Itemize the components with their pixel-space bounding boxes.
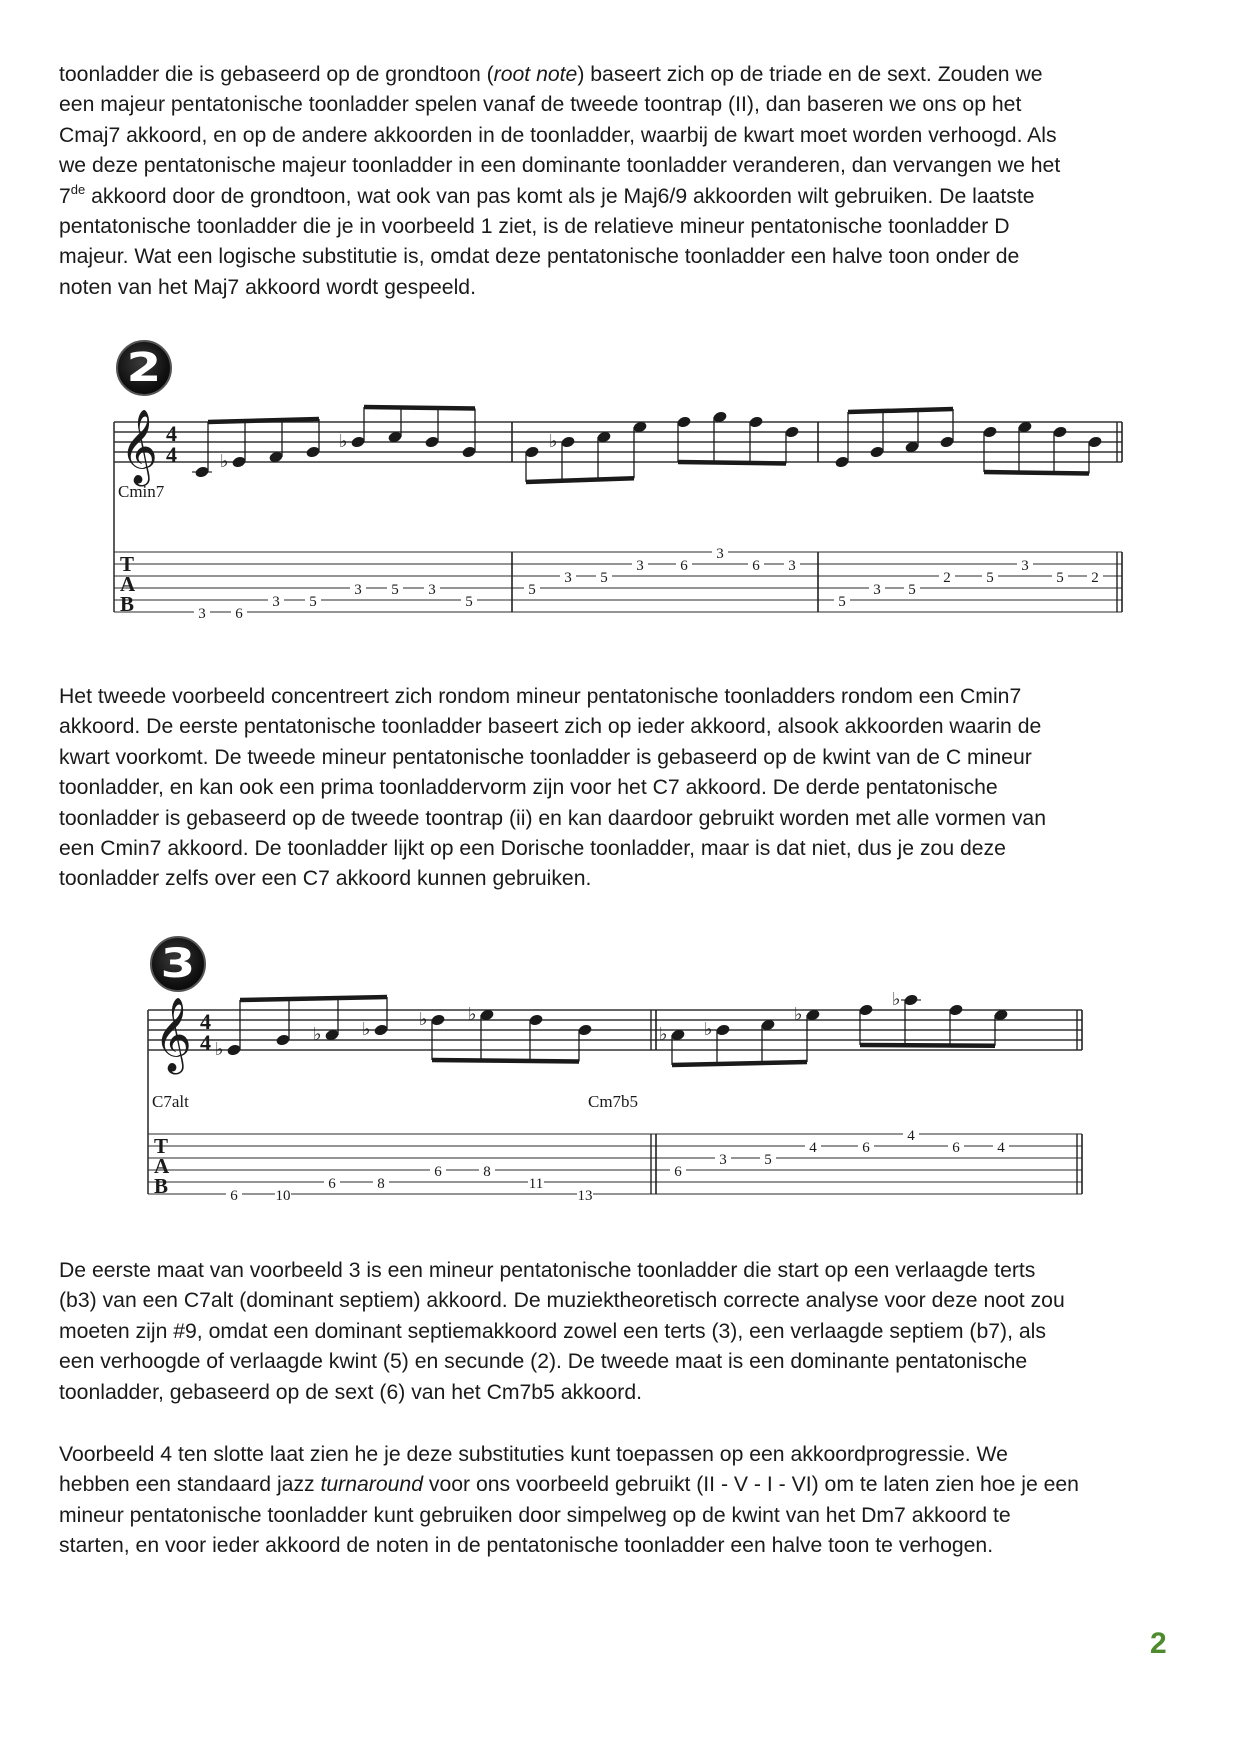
- text-line: toonladder, en kan ook een prima toonladdervorm zijn voor het C7 akkoord. De derde pentatonische: [59, 776, 998, 800]
- time-signature-top: 4: [166, 421, 177, 446]
- fret-number: 4: [997, 1140, 1005, 1156]
- flat-accidental-icon: ♭: [220, 451, 229, 471]
- fret-number: 5: [600, 570, 608, 586]
- text-line: Voorbeeld 4 ten slotte laat zien he je deze substituties kunt toepassen op een akkoordprogressie. We: [59, 1443, 1008, 1466]
- chord-symbol: Cmin7: [118, 482, 165, 501]
- time-signature-top: 4: [200, 1009, 211, 1034]
- note-beam: [672, 1062, 807, 1065]
- flat-accidental-icon: ♭: [215, 1039, 224, 1059]
- fret-number: 3: [788, 558, 796, 574]
- note-beam: [526, 478, 634, 482]
- text-run: toonladder die is gebaseerd op de grondtoon (: [59, 63, 494, 86]
- text-line: toonladder is gebaseerd op de tweede toontrap (ii) en kan daardoor gebruikt worden met alle vormen van: [59, 806, 1046, 830]
- note-beam: [984, 472, 1089, 474]
- fret-number: 5: [908, 582, 916, 598]
- fret-number: 3: [716, 546, 724, 562]
- text-line: (b3) van een C7alt (dominant septiem) akkoord. De muziektheoretisch correcte analyse voor deze noot zou: [59, 1289, 1065, 1313]
- page-number: 2: [1150, 1627, 1167, 1660]
- text-line: majeur. Wat een logische substitutie is, omdat deze pentatonische toonladder een halve toon onder de: [59, 245, 1020, 269]
- fret-number: 10: [275, 1188, 291, 1204]
- paragraph-3: [59, 1256, 1179, 1408]
- text-run: akkoord door de grondtoon, wat ook van pas komt als je Maj6/9 akkoorden wilt gebruiken. De laatste: [85, 184, 1035, 208]
- fret-number: 4: [907, 1128, 915, 1144]
- text-line: starten, en voor ieder akkoord de noten in de pentatonische toonladder een halve toon te verhogen.: [59, 1534, 994, 1558]
- treble-clef-icon: 𝄞: [120, 411, 158, 482]
- text-line: [59, 60, 1179, 90]
- text-line: moeten zijn #9, omdat een dominant septiemakkoord zowel een terts (3), een verlaagde septiem (b7), als: [59, 1319, 1046, 1343]
- fret-number: 2: [943, 570, 951, 586]
- text-line: een majeur pentatonische toonladder spelen vanaf de tweede toontrap (II), dan baseren we ons op het: [59, 93, 1022, 117]
- text-line: pentatonische toonladder die je in voorbeeld 1 ziet, is de relatieve mineur pentatonische toonladder D: [59, 215, 1010, 239]
- text-line: noten van het Maj7 akkoord wordt gespeeld.: [59, 275, 476, 299]
- fret-number: 3: [428, 582, 436, 598]
- fret-number: 6: [674, 1164, 682, 1180]
- fret-number: 3: [636, 558, 644, 574]
- fret-number: 2: [1091, 570, 1099, 586]
- fret-number: 3: [564, 570, 572, 586]
- flat-accidental-icon: ♭: [892, 989, 901, 1009]
- fret-number: 6: [952, 1140, 960, 1156]
- fret-number: 8: [483, 1164, 491, 1180]
- italic-term: turnaround: [320, 1473, 423, 1497]
- example-3-figure: [146, 936, 1086, 1226]
- note-beam: [364, 407, 475, 409]
- flat-accidental-icon: ♭: [704, 1019, 713, 1039]
- text-run: ) baseert zich op de triade en de sext. Zouden we: [577, 63, 1043, 86]
- flat-accidental-icon: ♭: [794, 1004, 803, 1024]
- text-line: [59, 1470, 1179, 1500]
- fret-number: 6: [434, 1164, 442, 1180]
- fret-number: 5: [391, 582, 399, 598]
- text-line: een Cmin7 akkoord. De toonladder lijkt op een Dorische toonladder, maar is dat niet, dus je zou deze: [59, 837, 1006, 861]
- notation-example-3: [146, 936, 1086, 1226]
- text-line: toonladder, gebaseerd op de sext (6) van het Cm7b5 akkoord.: [59, 1380, 643, 1404]
- flat-accidental-icon: ♭: [549, 431, 558, 451]
- flat-accidental-icon: ♭: [659, 1024, 668, 1044]
- fret-number: 3: [873, 582, 881, 598]
- example-number: 3: [160, 941, 196, 987]
- text-run: voor ons voorbeeld gebruikt (II - V - I - VI) om te laten zien hoe je een: [423, 1473, 1079, 1497]
- tab-letter-b: B: [120, 592, 135, 616]
- superscript: de: [70, 181, 86, 197]
- fret-number: 5: [1056, 570, 1064, 586]
- note-beam: [432, 1060, 579, 1062]
- tab-letter-a: A: [154, 1154, 170, 1178]
- fret-number: 6: [752, 558, 760, 574]
- note-beam: [678, 462, 786, 464]
- italic-term: root note: [493, 63, 578, 86]
- flat-accidental-icon: ♭: [362, 1019, 371, 1039]
- fret-number: 5: [986, 570, 994, 586]
- tab-letter-b: B: [154, 1174, 169, 1198]
- fret-number: 5: [764, 1152, 772, 1168]
- text-line: Cmaj7 akkoord, en op de andere akkoorden in de toonladder, waarbij de kwart moet worden verhoogd. Als: [59, 123, 1057, 147]
- text-line: we deze pentatonische majeur toonladder in een dominante toonladder veranderen, dan vervangen we het: [59, 154, 1061, 178]
- example-number: 2: [126, 345, 162, 391]
- fret-number: 3: [719, 1152, 727, 1168]
- paragraph-1: [59, 60, 1179, 303]
- tab-letter-t: T: [154, 1134, 169, 1158]
- flat-accidental-icon: ♭: [313, 1024, 322, 1044]
- text-line: Het tweede voorbeeld concentreert zich rondom mineur pentatonische toonladders rondom een Cmin7: [59, 685, 1022, 708]
- notation-example-2: [112, 340, 1132, 650]
- fret-number: 6: [235, 606, 243, 622]
- text-line: akkoord. De eerste pentatonische toonladder baseert zich op ieder akkoord, alsook akkoorden waarin de: [59, 715, 1042, 739]
- fret-number: 11: [528, 1176, 544, 1192]
- fret-number: 3: [198, 606, 206, 622]
- fret-number: 6: [680, 558, 688, 574]
- text-line: toonladder zelfs over een C7 akkoord kunnen gebruiken.: [59, 867, 592, 891]
- text-line: kwart voorkomt. De tweede mineur pentatonische toonladder is gebaseerd op de kwint van de C mineur: [59, 745, 1032, 769]
- flat-accidental-icon: ♭: [419, 1009, 428, 1029]
- chord-symbol: Cm7b5: [588, 1092, 639, 1111]
- time-signature-bottom: 4: [166, 442, 177, 467]
- tab-letter-t: T: [120, 552, 135, 576]
- fret-number: 6: [230, 1188, 238, 1204]
- text-line: een verhoogde of verlaagde kwint (5) en secunde (2). De tweede maat is een dominante pentatonische: [59, 1350, 1028, 1374]
- paragraph-4: [59, 1440, 1179, 1562]
- note-beam: [208, 419, 319, 422]
- text-line: [59, 182, 1179, 212]
- text-line: mineur pentatonische toonladder kunt gebruiken door simpelweg op de kwint van het Dm7 akkoord te: [59, 1503, 1011, 1527]
- fret-number: 6: [328, 1176, 336, 1192]
- fret-number: 8: [377, 1176, 385, 1192]
- fret-number: 13: [577, 1188, 593, 1204]
- example-2-figure: [112, 340, 1132, 650]
- fret-number: 5: [309, 594, 317, 610]
- text-line: De eerste maat van voorbeeld 3 is een mineur pentatonische toonladder die start op een verlaagde terts: [59, 1259, 1036, 1282]
- note-beam: [860, 1045, 995, 1046]
- fret-number: 5: [528, 582, 536, 598]
- flat-accidental-icon: ♭: [339, 431, 348, 451]
- fret-number: 3: [272, 594, 280, 610]
- note-beam: [848, 409, 953, 412]
- note-beam: [240, 997, 387, 1000]
- treble-clef-icon: 𝄞: [154, 999, 192, 1070]
- time-signature-bottom: 4: [200, 1030, 211, 1055]
- tab-letter-a: A: [120, 572, 136, 596]
- chord-symbol: C7alt: [152, 1092, 189, 1111]
- paragraph-2: [59, 682, 1179, 895]
- fret-number: 5: [838, 594, 846, 610]
- fret-number: 3: [1021, 558, 1029, 574]
- fret-number: 3: [354, 582, 362, 598]
- flat-accidental-icon: ♭: [468, 1004, 477, 1024]
- fret-number: 5: [465, 594, 473, 610]
- fret-number: 4: [809, 1140, 817, 1156]
- fret-number: 6: [862, 1140, 870, 1156]
- text-run: hebben een standaard jazz: [59, 1473, 321, 1497]
- text-run: 7: [59, 184, 71, 208]
